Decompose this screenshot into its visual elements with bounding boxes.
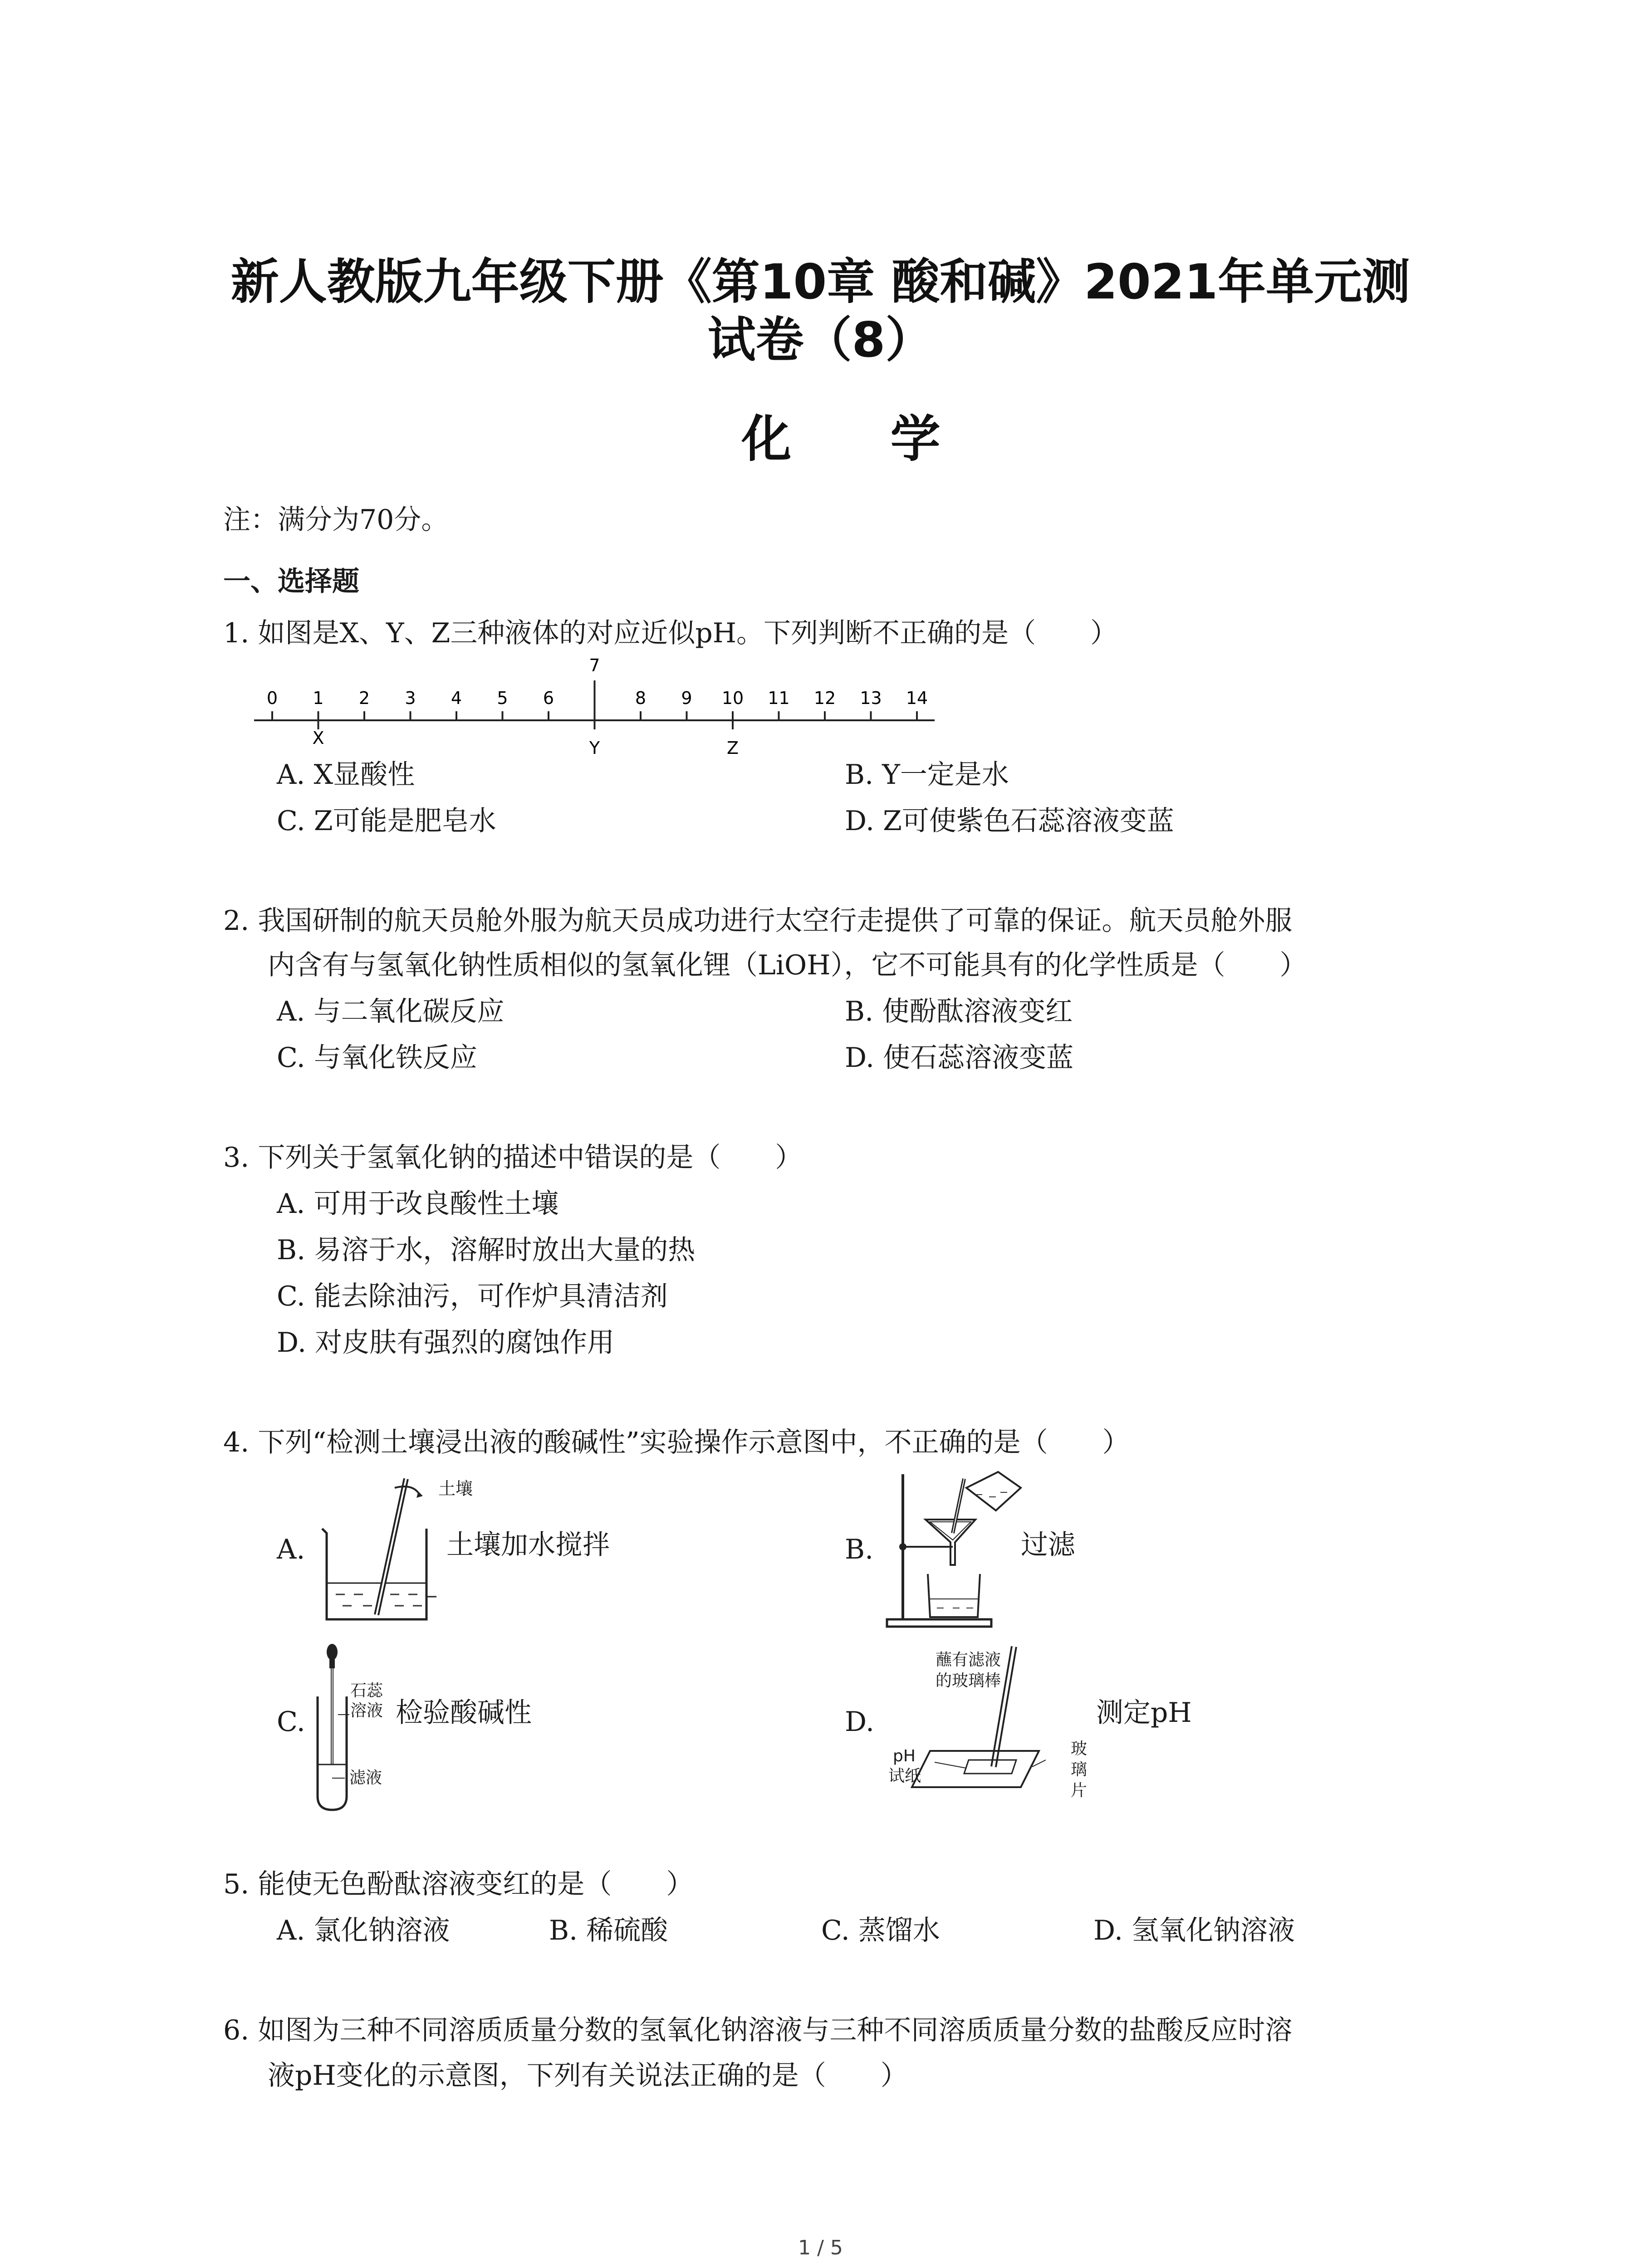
ph-tick-label: 10 — [721, 688, 744, 708]
q4-d-glass-label-3: 片 — [1071, 1781, 1087, 1800]
q2-stem-line-2: 内含有与氢氧化钠性质相似的氢氧化锂（LiOH），它不可能具有的化学性质是（ ） — [268, 949, 1307, 981]
ph-marker-label-z: Z — [726, 738, 739, 758]
score-note: 注：满分为70分。 — [223, 504, 449, 536]
q4-d-glass-label-1: 玻 — [1071, 1740, 1087, 1758]
q4-d-rod-label-2: 的玻璃棒 — [936, 1672, 1001, 1690]
q4-c-letter: C. — [277, 1706, 305, 1738]
q3-option-b: B. 易溶于水，溶解时放出大量的热 — [277, 1234, 696, 1266]
ph-tick-group — [267, 655, 928, 720]
q2-stem-line-1: 2. 我国研制的航天员舱外服为航天员成功进行太空行走提供了可靠的保证。航天员舱外服 — [223, 905, 1293, 937]
ph-tick-label: 14 — [906, 688, 928, 708]
title-line-2: 试卷（8） — [707, 312, 934, 368]
ph-marker-label-y: Y — [589, 738, 600, 758]
section-heading-choice: 一、选择题 — [223, 566, 359, 597]
q4-d-glass-label-2: 璃 — [1071, 1760, 1087, 1779]
q1-option-d: D. Z可使紫色石蕊溶液变蓝 — [845, 805, 1174, 837]
title-line-1: 新人教版九年级下册《第10章 酸和碱》2021年单元测 — [230, 254, 1411, 310]
test-tube-dropper-figure — [313, 1642, 367, 1814]
ph-marker-label-x: X — [312, 728, 324, 748]
q5-option-a: A. 氯化钠溶液 — [277, 1915, 450, 1946]
q2-option-d: D. 使石蕊溶液变蓝 — [845, 1042, 1074, 1074]
q3-stem: 3. 下列关于氢氧化钠的描述中错误的是（ ） — [223, 1142, 803, 1173]
q4-c-litmus-label-1: 石蕊 — [350, 1681, 383, 1700]
ph-tick-label: 2 — [358, 688, 370, 708]
ph-tick-label: 11 — [768, 688, 790, 708]
ph-tick-label: 12 — [813, 688, 836, 708]
q5-option-b: B. 稀硫酸 — [549, 1915, 668, 1946]
q4-c-litmus-label-2: 溶液 — [350, 1701, 383, 1720]
q2-option-a: A. 与二氧化碳反应 — [277, 996, 505, 1027]
ph-tick-label: 1 — [313, 688, 324, 708]
q4-c-filtrate-label: 滤液 — [349, 1769, 382, 1787]
filtration-figure — [885, 1470, 1034, 1633]
ph-tick-label: 13 — [860, 688, 882, 708]
ph-tick-label: 0 — [266, 688, 278, 708]
q4-d-paper-label-1: pH — [893, 1747, 916, 1765]
q1-stem: 1. 如图是X、Y、Z三种液体的对应近似pH。下列判断不正确的是（ ） — [223, 617, 1118, 649]
q5-stem: 5. 能使无色酚酞溶液变红的是（ ） — [223, 1868, 694, 1900]
q4-d-letter: D. — [845, 1706, 875, 1738]
q4-b-caption: 过滤 — [1021, 1529, 1075, 1561]
q1-option-a: A. X显酸性 — [277, 759, 415, 791]
q1-option-b: B. Y一定是水 — [845, 759, 1009, 791]
q5-option-c: C. 蒸馏水 — [821, 1915, 940, 1946]
page-number: 1 / 5 — [798, 2236, 843, 2259]
q3-option-c: C. 能去除油污，可作炉具清洁剂 — [277, 1281, 668, 1312]
q2-option-c: C. 与氧化铁反应 — [277, 1042, 477, 1074]
ph-tick-label: 4 — [451, 688, 462, 708]
q4-stem: 4. 下列“检测土壤浸出液的酸碱性”实验操作示意图中，不正确的是（ ） — [223, 1427, 1130, 1458]
q1-option-c: C. Z可能是肥皂水 — [277, 805, 496, 837]
q4-a-soil-label: 土壤 — [438, 1479, 473, 1499]
ph-tick-label: 8 — [635, 688, 647, 708]
ph-scale-figure — [254, 653, 962, 762]
q4-d-rod-label-1: 蘸有滤液 — [936, 1651, 1001, 1669]
q4-a-letter: A. — [277, 1534, 305, 1565]
q4-c-caption: 检验酸碱性 — [396, 1697, 532, 1729]
ph-marker-group — [312, 720, 739, 758]
q6-stem-line-1: 6. 如图为三种不同溶质质量分数的氢氧化钠溶液与三种不同溶质质量分数的盐酸反应时溶 — [223, 2014, 1293, 2046]
ph-tick-label: 7 — [589, 655, 600, 675]
ph-tick-label: 5 — [497, 688, 508, 708]
ph-tick-label: 3 — [405, 688, 416, 708]
q6-stem-line-2: 液pH变化的示意图，下列有关说法正确的是（ ） — [268, 2060, 908, 2092]
q4-a-caption: 土壤加水搅拌 — [446, 1529, 610, 1561]
ph-tick-label: 9 — [681, 688, 692, 708]
beaker-stirring-figure — [318, 1470, 454, 1633]
ph-tick-label: 6 — [543, 688, 554, 708]
q3-option-a: A. 可用于改良酸性土壤 — [277, 1188, 559, 1220]
q4-d-caption: 测定pH — [1096, 1697, 1192, 1729]
q4-b-letter: B. — [845, 1534, 874, 1565]
subject-title: 化 学 — [741, 410, 981, 468]
q3-option-d: D. 对皮肤有强烈的腐蚀作用 — [277, 1327, 615, 1359]
q5-option-d: D. 氢氧化钠溶液 — [1093, 1915, 1295, 1946]
q4-d-paper-label-2: 试纸 — [888, 1767, 921, 1785]
q2-option-b: B. 使酚酞溶液变红 — [845, 996, 1073, 1027]
